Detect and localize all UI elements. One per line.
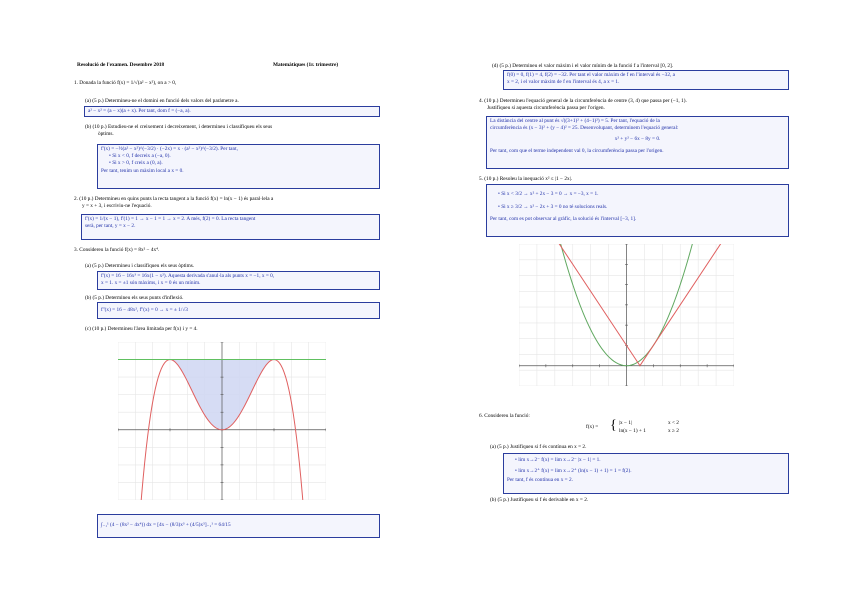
q3-statement: 3. Considereu la funció f(x) = 8x² − 4x⁴.	[74, 247, 160, 253]
q1b-bullet2-text: Si x > 0, f creix a (0, a).	[112, 160, 163, 167]
q4-line2: circumferència és (x − 3)² + (y − 4)² = 25. Desenvolupant, determinem l'equació general:	[490, 125, 679, 132]
q3a-line2: x = 1. x = ±1 són màxims, i x = 0 és un mínim.	[101, 280, 201, 287]
q3b-label: (b) (5 p.) Determineu els seus punts d'inflexió.	[85, 295, 184, 301]
q1d-answer	[503, 70, 789, 90]
q1b-label-cont: òptims.	[98, 131, 114, 137]
q1b-label: (b) (10 p.) Estudieu-ne el creixement i decreixement, i determineu i classifiqueu els seus	[85, 124, 273, 130]
q3a-label: (a) (5 p.) Determineu i classifiqueu els seus òptims.	[85, 263, 195, 269]
q4-statement-cont: Justifiqueu si aquesta circumferència passa per l'origen.	[487, 105, 605, 111]
q1a-answer	[84, 106, 380, 117]
q4-line1: La distància del centre al punt és √((3+1)² + (4−1)²) = 5. Per tant, l'equació de la	[490, 118, 660, 124]
q1a-label: (a) (5 p.) Determineu-ne el domini en funció dels valors del paràmetre a.	[85, 98, 239, 104]
q1d-line1: f(0) = 0, f(1) = 4, f(2) = −32. Per tant el valor màxim de f en l'interval és −32, a	[507, 72, 675, 78]
q3b-line1: f''(x) = 16 − 48x², f''(x) = 0 → x = ± 1/√3	[101, 307, 188, 313]
q3-integral-text: ∫₋₁¹ (4 − (8x² − 4x⁴)) dx = [4x − (8/3)x³ + (4/5)x⁵]₋₁¹ = 64/15	[101, 522, 231, 528]
q6a-label: (a) (5 p.) Justifiqueu si f és contínua en x = 2.	[490, 444, 587, 450]
q5-answer	[486, 184, 789, 237]
q6-statement: 6. Considereu la funció:	[479, 413, 530, 419]
q2-line2: serà, per tant, y = x − 2.	[85, 223, 136, 230]
q1b-answer	[97, 144, 380, 189]
q4-statement: 4. (10 p.) Determineu l'equació general de la circumferència de centre (3, 4) que passa per (−1, 1).	[479, 98, 687, 104]
q1d-label: (d) (5 p.) Determineu el valor màxim i el valor mínim de la funció f a l'interval [0, 2].	[492, 63, 674, 69]
q1b-line1: f'(x) = −½(a² − x²)^(−3/2) · (−2x) = x · (a² − x²)^(−3/2). Per tant,	[101, 146, 238, 152]
q6-cond1: x < 2	[668, 420, 679, 426]
doc-subtitle: Matemàtiques (1r. trimestre)	[273, 62, 339, 68]
q1a-answer-text: a² − x² = (a − x)(a + x). Per tant, dom f = (−a, a).	[88, 108, 191, 114]
q5-bullet2-text: Si x ≥ 3/2 → x² − 2x + 3 = 0 no té solucions reals.	[501, 204, 608, 211]
q3b-answer	[97, 302, 380, 319]
inequality-chart	[519, 244, 734, 386]
q6-case2: ln(x − 1) + 1	[619, 428, 646, 434]
q1b-bullet1-text: Si x < 0, f decreix a (−a, 0).	[112, 153, 171, 160]
q1b-bullet1: • Si x < 0, f decreix a (−a, 0).	[109, 153, 171, 160]
q1b-bullet2: • Si x > 0, f creix a (0, a).	[109, 160, 163, 167]
q2-statement: 2. (10 p.) Determineu en quins punts la recta tangent a la funció f(x) = ln(x − 1) és paral·lela a	[74, 196, 274, 202]
q1b-line2: Per tant, tenim un màxim local a x = 0.	[101, 167, 184, 174]
q3-integral	[97, 514, 380, 538]
doc-title: Resolució de l'examen. Desembre 2018	[77, 62, 165, 68]
q6-lhs: f(x) =	[586, 424, 599, 430]
q4-line3: x² + y² − 6x − 8y = 0.	[614, 136, 661, 143]
q4-line4: Per tant, com que el terme independent val 0, la circumferència passa per l'origen.	[490, 147, 664, 154]
q6-cond2: x ≥ 2	[668, 428, 679, 434]
q5-bullet2: • Si x ≥ 3/2 → x² − 2x + 3 = 0 no té solucions reals.	[498, 204, 608, 211]
q2-statement-cont: y = x + 3, i escriviu-ne l'equació.	[82, 203, 152, 209]
q6a-bullet2-text: lim x→2⁺ f(x) = lim x→2⁺ (ln(x − 1) + 1) = 1 = f(2).	[518, 468, 632, 475]
chart2-axes	[519, 244, 734, 386]
q6-brace: {	[610, 418, 617, 433]
q3c-label: (c) (10 p.) Determineu l'àrea limitada per f(x) i y = 4.	[85, 326, 198, 332]
q2-answer	[81, 214, 380, 240]
q1-statement: 1. Donada la funció f(x) = 1/√(a² − x²), on a > 0,	[74, 80, 177, 86]
q5-statement: 5. (10 p.) Resoleu la inequació x² ≤ |1 − 2x|.	[479, 176, 573, 182]
q6a-bullet2: • lim x→2⁺ f(x) = lim x→2⁺ (ln(x − 1) + 1) = 1 = f(2).	[515, 468, 632, 475]
q1d-line2: x = 2, i el valor màxim de f en l'interval és 4, a x = 1.	[507, 79, 620, 86]
q3a-answer	[97, 271, 380, 290]
q6a-bullet1: • lim x→2⁻ f(x) = lim x→2⁻ |x − 1| = 1.	[515, 457, 601, 463]
area-chart	[118, 342, 326, 500]
q6a-bullet1-text: lim x→2⁻ f(x) = lim x→2⁻ |x − 1| = 1.	[518, 457, 601, 463]
q3a-line1: f'(x) = 16 − 16x³ = 16x(1 − x²). Aquesta derivada s'anul·la als punts x = −1, x = 0,	[101, 273, 275, 279]
q4-answer	[486, 116, 789, 169]
q6-case1: |x − 1|	[619, 420, 633, 426]
q5-line: Per tant, com es pot observar al gràfic, la solució és l'interval [−3, 1].	[490, 216, 637, 223]
q5-bullet1-text: Si x < 3/2 → x² + 2x − 3 = 0 → x = −3, x = 1.	[501, 191, 599, 197]
q6a-line: Per tant, f és contínua en x = 2.	[507, 477, 573, 484]
q6b-label: (b) (5 p.) Justifiqueu si f és derivable en x = 2.	[490, 497, 589, 503]
q5-bullet1: • Si x < 3/2 → x² + 2x − 3 = 0 → x = −3, x = 1.	[498, 191, 599, 197]
q2-line1: f'(x) = 1/(x − 1), f'(1) = 1 → x − 1 = 1 → x = 2. A més, f(2) = 0. La recta tangent	[85, 216, 256, 222]
q6a-answer	[503, 453, 789, 494]
